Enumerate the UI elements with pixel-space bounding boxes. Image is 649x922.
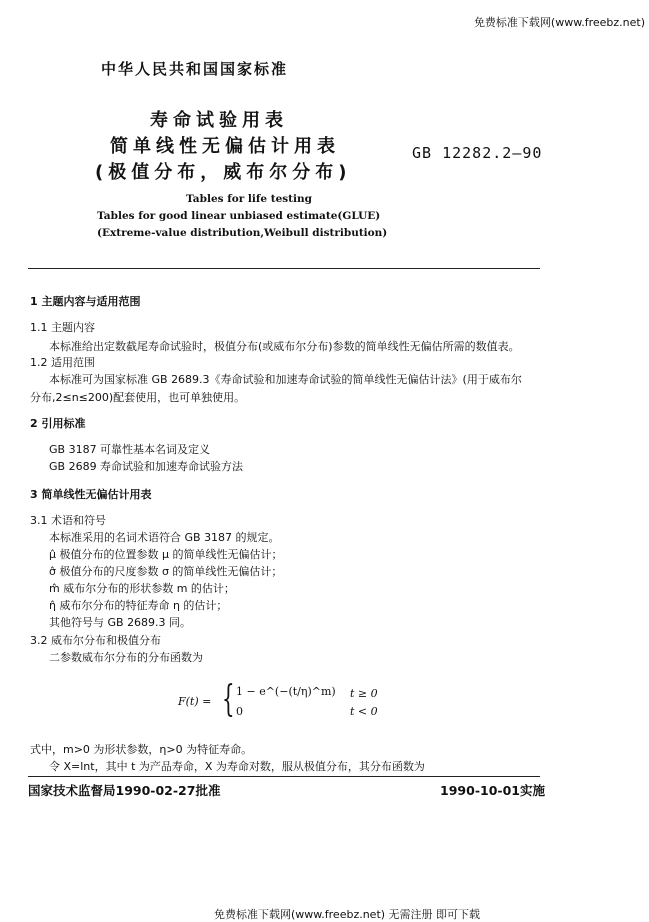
section-1-1-title: 1.1 主题内容 [30,321,95,334]
symbol-definition: μ̂ 极值分布的位置参数 μ 的简单线性无偏估计； [49,548,283,561]
symbol-definition: σ̂ 极值分布的尺度参数 σ 的简单线性无偏估计； [49,565,283,578]
bottom-watermark: 免费标准下载网(www.freebz.net) 无需注册 即可下载 [214,908,481,921]
formula-row-2: 0 [236,705,243,718]
reference-item: GB 2689 寿命试验和加速寿命试验方法 [49,460,244,473]
standard-number: GB 12282.2—90 [412,144,543,162]
english-title-line-3: (Extreme-value distribution,Weibull distribution) [97,227,388,239]
section-3-title: 3 简单线性无偏估计用表 [30,488,152,501]
formula-explanation: 式中，m>0 为形状参数，η>0 为特征寿命。 [30,743,253,756]
section-1-1-text: 本标准给出定数截尾寿命试验时，极值分布(或威布尔分布)参数的简单线性无偏估所需的数值表。 [49,340,520,353]
weibull-cdf-formula [178,679,408,722]
footer-divider [28,776,540,777]
formula-brace: { [222,679,235,720]
section-2-title: 2 引用标准 [30,417,86,430]
approval-date: 国家技术监督局1990-02-27批准 [28,783,221,798]
title-line-1: 寿命试验用表 [150,110,288,131]
extreme-value-intro: 令 X=lnt，其中 t 为产品寿命，X 为寿命对数，服从极值分布，其分布函数为 [49,760,425,773]
formula-lhs: F(t) = [178,695,212,708]
symbol-definition: η̂ 威布尔分布的特征寿命 η 的估计； [49,599,228,612]
english-title-line-2: Tables for good linear unbiased estimate(GLUE) [97,210,381,222]
formula-condition-2: t < 0 [350,705,378,718]
section-3-1-other: 其他符号与 GB 2689.3 同。 [49,616,192,629]
standard-type-heading: 中华人民共和国国家标准 [101,60,289,78]
formula-row-1: 1 − e^(−(t/η)^m) [236,685,336,698]
english-title-line-1: Tables for life testing [186,193,312,205]
section-3-2-title: 3.2 威布尔分布和极值分布 [30,634,161,647]
effective-date: 1990-10-01实施 [440,783,545,798]
top-watermark: 免费标准下载网(www.freebz.net) [473,16,645,29]
section-1-2-line-1: 本标准可为国家标准 GB 2689.3《寿命试验和加速寿命试验的简单线性无偏估计法》(用于威布尔 [49,373,522,386]
title-line-3: (极值分布，威布尔分布) [95,162,352,183]
section-3-2-intro: 二参数威布尔分布的分布函数为 [49,651,203,664]
section-3-1-title: 3.1 术语和符号 [30,514,106,527]
section-1-2-title: 1.2 适用范围 [30,356,95,369]
title-line-2: 简单线性无偏估计用表 [110,136,340,157]
section-1-title: 1 主题内容与适用范围 [30,295,141,308]
formula-condition-1: t ≥ 0 [350,687,378,700]
symbol-definition: m̂ 威布尔分布的形状参数 m 的估计； [49,582,235,595]
header-divider [28,268,540,269]
section-3-1-intro: 本标准采用的名词术语符合 GB 3187 的规定。 [49,531,280,544]
reference-item: GB 3187 可靠性基本名词及定义 [49,443,211,456]
section-1-2-line-2: 分布,2≤n≤200)配套使用，也可单独使用。 [30,391,246,404]
